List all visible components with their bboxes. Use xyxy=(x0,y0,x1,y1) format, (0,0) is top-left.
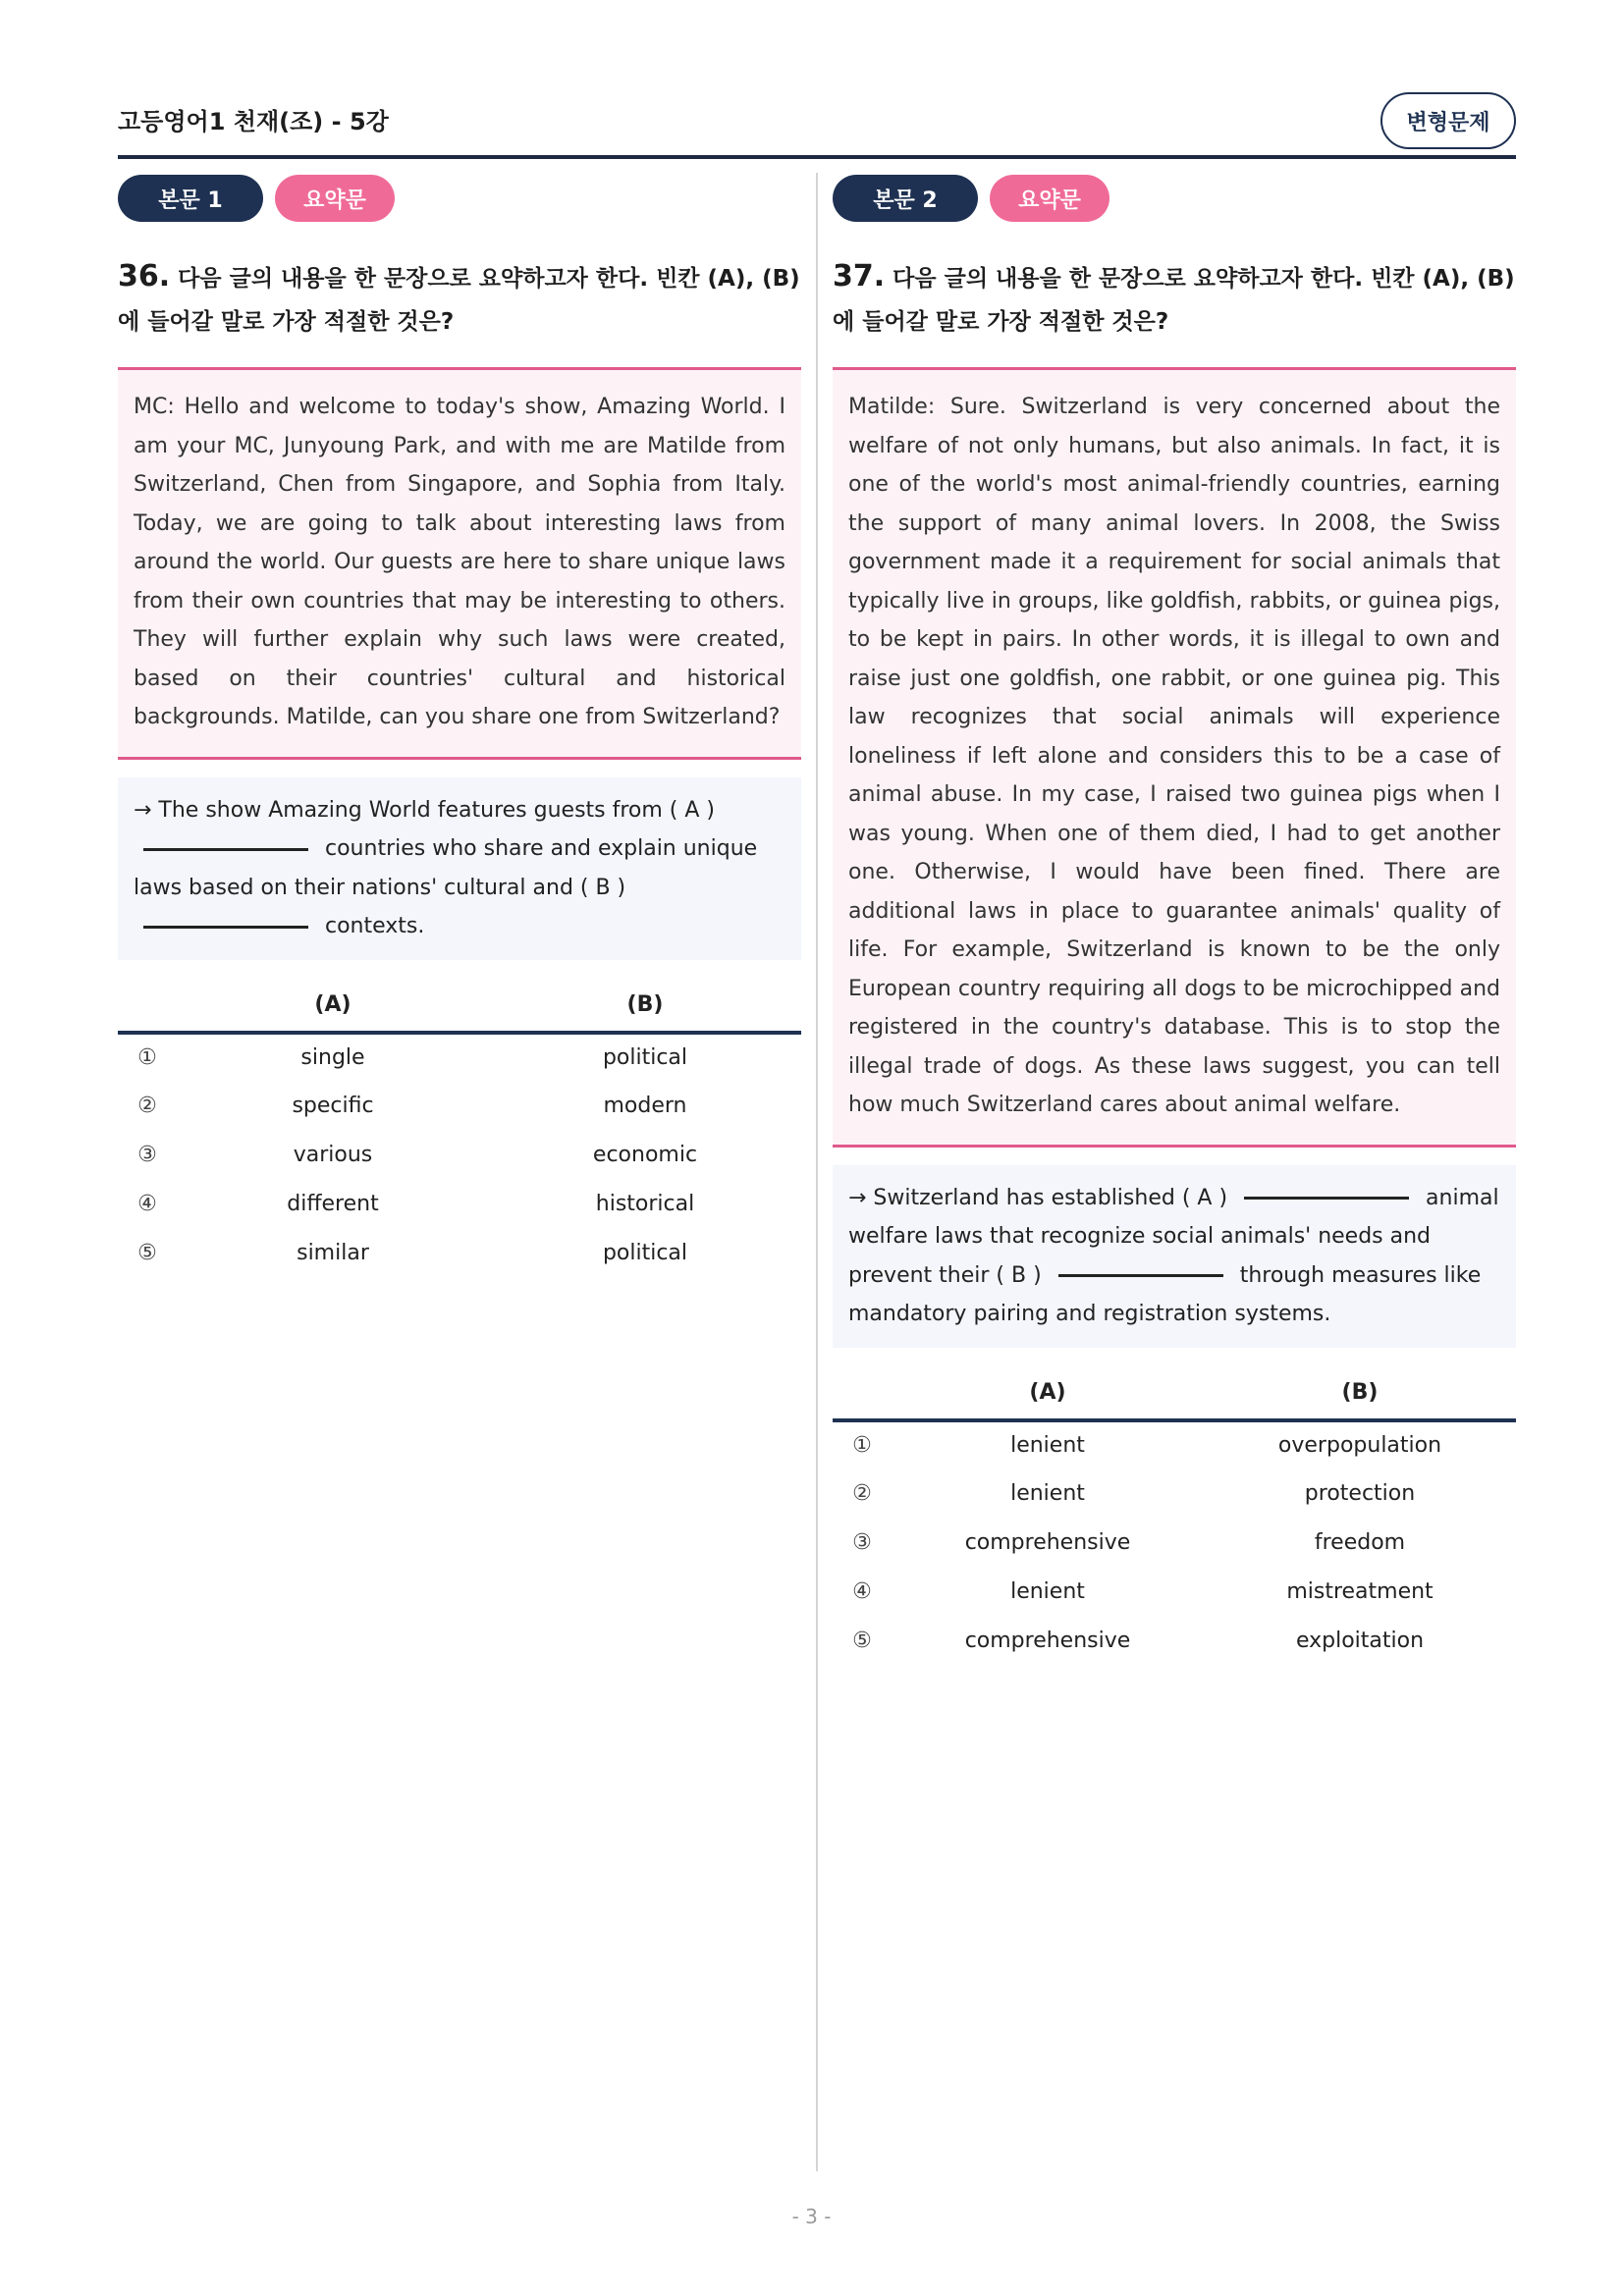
tag-row xyxy=(118,175,801,222)
summary-tag: 요약문 xyxy=(990,175,1109,222)
choice-number: ④ xyxy=(852,1579,872,1604)
question-text: 다음 글의 내용을 한 문장으로 요약하고자 한다. 빈칸 (A), (B)에 들어갈 말로 가장 적절한 것은? xyxy=(118,266,800,335)
choice-a: comprehensive xyxy=(964,1530,1131,1555)
summary-part-3: contexts. xyxy=(325,914,425,938)
summary-part-1: → The show Amazing World features guests from ( A ) xyxy=(134,797,716,823)
choice-a: lenient xyxy=(1010,1579,1085,1604)
summary-box xyxy=(833,1165,1516,1348)
choice-b: mistreatment xyxy=(1286,1579,1434,1604)
header-a: (A) xyxy=(177,980,489,1033)
summary-part-3: through measures like mandatory pairing and registration systems. xyxy=(848,1262,1482,1326)
page-number: - 3 - xyxy=(791,2205,832,2228)
choice-number: ② xyxy=(852,1481,872,1506)
choice-b: historical xyxy=(595,1192,695,1216)
question-title xyxy=(118,255,801,344)
choice-b: modern xyxy=(603,1094,687,1118)
summary-box xyxy=(118,777,801,960)
choice-row[interactable] xyxy=(833,1420,1516,1469)
choice-number: ④ xyxy=(137,1192,157,1216)
blank-b xyxy=(143,926,308,929)
choice-b: economic xyxy=(592,1143,698,1167)
choice-b: protection xyxy=(1304,1481,1416,1506)
choice-number: ③ xyxy=(137,1143,157,1167)
question-text: 다음 글의 내용을 한 문장으로 요약하고자 한다. 빈칸 (A), (B)에 들어갈 말로 가장 적절한 것은? xyxy=(833,266,1515,335)
choice-row[interactable] xyxy=(118,1131,801,1180)
question-37-column xyxy=(833,175,1516,1666)
blank-a xyxy=(143,848,308,851)
choice-number: ⑤ xyxy=(852,1629,872,1653)
choice-b: freedom xyxy=(1314,1530,1406,1555)
reading-passage: MC: Hello and welcome to today's show, Amazing World. I am your MC, Junyoung Park, and with me are Matilde from Switzerland, Chen from Singapore, and Sophia from Italy. Today, we are going to talk about interesting laws from around the world. Our guests are here to share unique laws from their own countries that may be interesting to others. They will further explain why such laws were created, based on their countries' cultural and historical backgrounds. Matilde, can you share one from Switzerland? xyxy=(118,367,801,760)
question-title xyxy=(833,255,1516,344)
header-a: (A) xyxy=(892,1367,1204,1420)
choice-b: political xyxy=(602,1045,688,1070)
blank-b xyxy=(1058,1274,1223,1277)
choice-row[interactable] xyxy=(118,1082,801,1131)
header-b: (B) xyxy=(489,980,801,1033)
blank-a xyxy=(1244,1197,1409,1200)
passage-tag: 본문 1 xyxy=(118,175,263,222)
choice-row[interactable] xyxy=(833,1519,1516,1568)
choice-a: lenient xyxy=(1010,1481,1085,1506)
passage-tag: 본문 2 xyxy=(833,175,978,222)
choice-row[interactable] xyxy=(833,1617,1516,1666)
choice-number: ① xyxy=(852,1433,872,1458)
summary-part-2: animal welfare laws that recognize social animals' needs and prevent their ( B ) xyxy=(848,1185,1499,1288)
choice-row[interactable] xyxy=(118,1229,801,1278)
tag-row xyxy=(833,175,1516,222)
choice-a: specific xyxy=(292,1094,374,1118)
choice-a: comprehensive xyxy=(964,1629,1131,1653)
page-title: 고등영어1 천재(조) - 5강 xyxy=(118,108,389,135)
summary-part-1: → Switzerland has established ( A ) xyxy=(848,1185,1228,1210)
header-b: (B) xyxy=(1204,1367,1516,1420)
choice-a: various xyxy=(293,1143,373,1167)
choice-row[interactable] xyxy=(833,1469,1516,1519)
choice-b: exploitation xyxy=(1295,1629,1425,1653)
choice-number: ① xyxy=(137,1045,157,1070)
header-divider xyxy=(118,155,1516,159)
summary-part-2: countries who share and explain unique laws based on their nations' cultural and ( B ) xyxy=(134,836,758,900)
choice-row[interactable] xyxy=(118,1033,801,1082)
choice-number: ② xyxy=(137,1094,157,1118)
summary-tag: 요약문 xyxy=(275,175,395,222)
choice-number: ③ xyxy=(852,1530,872,1555)
reading-passage: Matilde: Sure. Switzerland is very concerned about the welfare of not only humans, but also animals. In fact, it is one of the world's most animal-friendly countries, earning the support of many animal lovers. In 2008, the Swiss government made it a requirement for social animals that typically live in groups, like goldfish, rabbits, or guinea pigs, to be kept in pairs. In other words, it is illegal to own and raise just one goldfish, one rabbit, or one guinea pig. This law recognizes that social animals will experience loneliness if left alone and considers this to be a case of animal abuse. In my case, I raised two guinea pigs when I was young. When one of them died, I had to get another one. Otherwise, I would have been fined. There are additional laws in place to guarantee animals' quality of life. For example, Switzerland is known to be the only European country requiring all dogs to be microchipped and registered in the country's database. This is to stop the illegal trade of dogs. As these laws suggest, you can tell how much Switzerland cares about animal welfare. xyxy=(833,367,1516,1148)
choice-a: single xyxy=(300,1045,365,1070)
choice-a: similar xyxy=(297,1241,369,1265)
question-number: 36. xyxy=(118,259,171,294)
choice-row[interactable] xyxy=(118,1180,801,1229)
choice-b: overpopulation xyxy=(1277,1433,1442,1458)
header-number xyxy=(118,980,177,1033)
choice-b: political xyxy=(602,1241,688,1265)
question-number: 37. xyxy=(833,259,886,294)
question-36-column xyxy=(118,175,801,1278)
variant-badge: 변형문제 xyxy=(1380,92,1516,149)
answer-choices-table xyxy=(118,980,801,1278)
choice-a: different xyxy=(287,1192,379,1216)
choice-a: lenient xyxy=(1010,1433,1085,1458)
column-divider xyxy=(816,173,818,2171)
answer-choices-table xyxy=(833,1367,1516,1666)
choice-number: ⑤ xyxy=(137,1241,157,1265)
choice-row[interactable] xyxy=(833,1568,1516,1617)
header-number xyxy=(833,1367,892,1420)
